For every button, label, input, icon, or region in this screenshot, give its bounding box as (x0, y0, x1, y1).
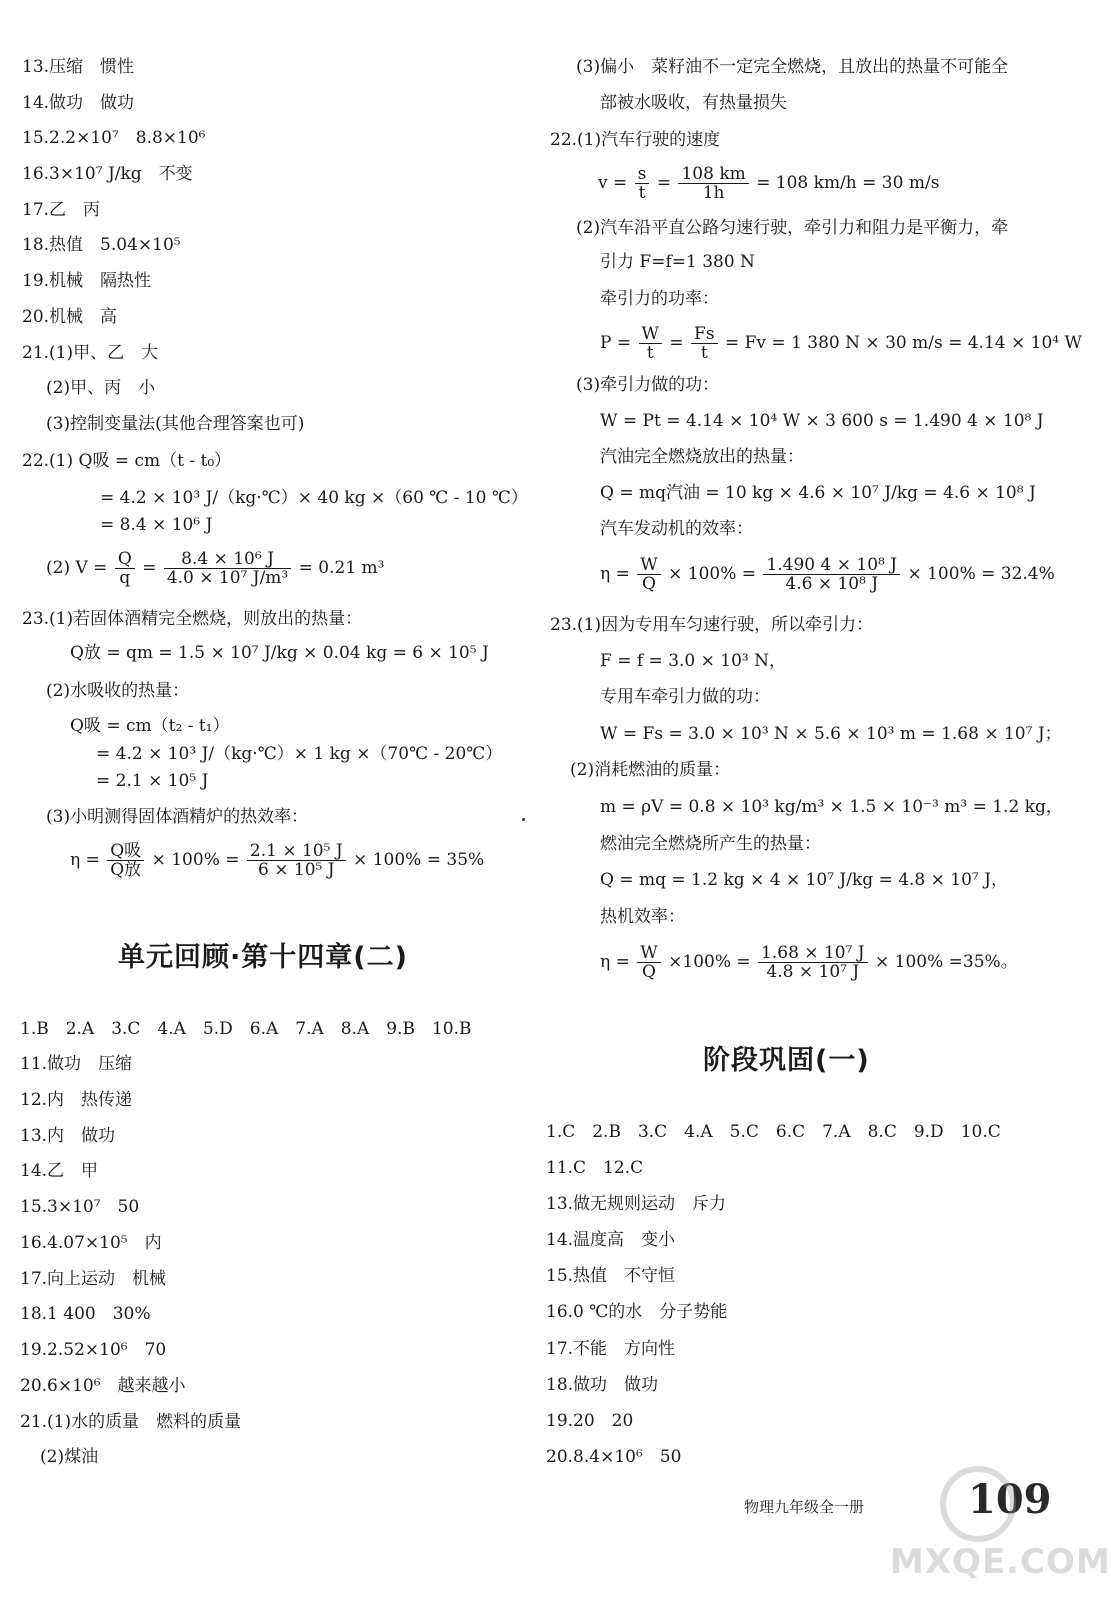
formula-prefix: η = (70, 850, 100, 870)
denominator: t (638, 183, 646, 203)
answer-line: (3)偏小 菜籽油不一定完全燃烧，且放出的热量不可能全 (576, 57, 1009, 77)
formula-suffix: × 100% = 35% (353, 850, 485, 870)
answer-line: 11.C 12.C (546, 1158, 644, 1178)
answer-line: (2)甲、丙 小 (46, 378, 156, 398)
answer-line: 19.机械 隔热性 (22, 271, 152, 291)
answer-line: 22.(1)汽车行驶的速度 (550, 130, 721, 150)
answer-line: 专用车牵引力做的功： (600, 687, 770, 707)
answer-line: (3)控制变量法(其他合理答案也可) (46, 414, 305, 434)
formula-line: F = f = 3.0 × 10³ N， (600, 651, 787, 671)
fraction-formula (600, 556, 1055, 593)
answer-line: 13.压缩 惯性 (22, 57, 135, 77)
formula-sign: ×100% = (668, 952, 751, 972)
answer-line: 17.向上运动 机械 (20, 1269, 167, 1289)
fraction (115, 550, 135, 587)
footer-book-title: 物理九年级全一册 (744, 1498, 865, 1516)
answer-line: 20.6×10⁶ 越来越小 (20, 1376, 186, 1396)
answer-line: 汽油完全燃烧放出的热量： (600, 447, 804, 467)
numerator: 1.490 4 × 10⁸ J (763, 556, 900, 575)
answer-line: (3)牵引力做的功： (576, 375, 720, 395)
answer-line: 15.3×10⁷ 50 (20, 1197, 140, 1217)
answer-line: 13.内 做功 (20, 1126, 116, 1146)
formula-line: W = Fs = 3.0 × 10³ N × 5.6 × 10³ m = 1.68 × 10⁷ J； (600, 724, 1062, 744)
answer-line: 17.乙 丙 (22, 200, 101, 220)
fraction (247, 842, 346, 879)
denominator: t (700, 343, 708, 363)
answer-line: 14.做功 做功 (22, 93, 135, 113)
page-number: 109 (968, 1476, 1052, 1523)
answer-line: 1.B 2.A 3.C 4.A 5.D 6.A 7.A 8.A 9.B 10.B (20, 1019, 472, 1039)
formula-suffix: × 100% =35%。 (875, 952, 1018, 972)
answer-line: 18.1 400 30% (20, 1304, 151, 1324)
answer-line: 16.4.07×10⁵ 内 (20, 1233, 162, 1253)
answer-line: 14.温度高 变小 (546, 1230, 676, 1250)
fraction (763, 556, 900, 593)
answer-line: 20.8.4×10⁶ 50 (546, 1447, 682, 1467)
denominator: 4.6 × 10⁸ J (785, 574, 879, 594)
formula-line: Q吸 = cm（t₂ - t₁） (70, 716, 230, 736)
formula-sign: = (656, 173, 672, 193)
fraction-formula (70, 842, 484, 879)
fraction (691, 325, 718, 362)
denominator: q (119, 568, 131, 588)
section-heading: 阶段巩固(一) (703, 1045, 870, 1076)
answer-line: 牵引力的功率： (600, 289, 719, 309)
answer-line: 热机效率： (600, 907, 685, 927)
answer-line: 汽车发动机的效率： (600, 519, 753, 539)
answer-line: 21.(1)水的质量 燃料的质量 (20, 1412, 242, 1432)
answer-line: (2)水吸收的热量： (46, 681, 190, 701)
answer-line: 16.3×10⁷ J/kg 不变 (22, 164, 193, 184)
formula-line: m = ρV = 0.8 × 10³ kg/m³ × 1.5 × 10⁻³ m³ = 1.2 kg， (600, 797, 1063, 817)
fraction (758, 944, 868, 981)
watermark-text: MXQE.COM (890, 1542, 1111, 1582)
numerator: 1.68 × 10⁷ J (758, 944, 868, 963)
numerator: W (639, 325, 662, 344)
fraction (637, 944, 660, 981)
answer-line: 11.做功 压缩 (20, 1054, 133, 1074)
numerator: W (637, 556, 660, 575)
fraction-formula (600, 944, 1018, 981)
fraction-formula (598, 165, 939, 202)
formula-line: Q放 = qm = 1.5 × 10⁷ J/kg × 0.04 kg = 6 × 10⁵ J (70, 643, 489, 663)
formula-line: 22.(1) Q吸 = cm（t - t₀） (22, 451, 232, 471)
fraction (639, 325, 662, 362)
answer-line: 燃油完全燃烧所产生的热量： (600, 834, 821, 854)
answer-line: (3)小明测得固体酒精炉的热效率： (46, 807, 309, 827)
denominator: Q (642, 574, 656, 594)
answer-line: 18.做功 做功 (546, 1375, 659, 1395)
denominator: 4.8 × 10⁷ J (766, 962, 860, 982)
denominator: Q (642, 962, 656, 982)
fraction-formula (46, 550, 385, 587)
answer-line: 19.2.52×10⁶ 70 (20, 1340, 167, 1360)
answer-line: 16.0 ℃的水 分子势能 (546, 1302, 728, 1322)
answer-line: 21.(1)甲、乙 大 (22, 343, 159, 363)
answer-line: 17.不能 方向性 (546, 1339, 676, 1359)
fraction (637, 556, 660, 593)
formula-suffix: × 100% = 32.4% (907, 564, 1055, 584)
formula-suffix: = 0.21 m³ (298, 558, 385, 578)
formula-prefix: (2) V = (46, 558, 108, 578)
formula-prefix: η = (600, 564, 630, 584)
answer-line: 部被水吸收，有热量损失 (600, 93, 787, 113)
answer-line: 23.(1)因为专用车匀速行驶，所以牵引力： (550, 615, 874, 635)
fraction-formula (600, 325, 1082, 362)
formula-line: Q = mq = 1.2 kg × 4 × 10⁷ J/kg = 4.8 × 10⁷ J， (600, 870, 1008, 890)
denominator: 1h (702, 183, 725, 203)
watermark-circle-icon (940, 1466, 1016, 1542)
numerator: s (635, 165, 650, 184)
fraction (164, 550, 291, 587)
denominator: Q放 (110, 860, 142, 880)
answer-line: 14.乙 甲 (20, 1161, 99, 1181)
formula-prefix: η = (600, 952, 630, 972)
answer-line: 15.热值 不守恒 (546, 1266, 676, 1286)
formula-line: = 2.1 × 10⁵ J (96, 771, 209, 791)
numerator: 8.4 × 10⁶ J (164, 550, 291, 569)
formula-line: W = Pt = 4.14 × 10⁴ W × 3 600 s = 1.490 4 × 10⁸ J (600, 411, 1044, 431)
formula-sign: × 100% = (151, 850, 240, 870)
answer-line: 19.20 20 (546, 1411, 634, 1431)
answer-line: 15.2.2×10⁷ 8.8×10⁶ (22, 128, 206, 148)
numerator: W (637, 944, 660, 963)
formula-prefix: v = (598, 173, 628, 193)
fraction (107, 842, 144, 879)
answer-line: 引力 F=f=1 380 N (600, 252, 755, 272)
print-speck (522, 818, 525, 821)
numerator: Fs (691, 325, 718, 344)
denominator: 4.0 × 10⁷ J/m³ (166, 568, 289, 588)
answer-line: 20.机械 高 (22, 307, 118, 327)
answer-line: (2)煤油 (40, 1447, 99, 1467)
denominator: t (646, 343, 654, 363)
numerator: 2.1 × 10⁵ J (247, 842, 346, 861)
answer-line: 1.C 2.B 3.C 4.A 5.C 6.C 7.A 8.C 9.D 10.C (546, 1122, 1001, 1142)
watermark-logo (890, 1462, 1111, 1582)
formula-sign: = (142, 558, 157, 578)
formula-suffix: = 108 km/h = 30 m/s (756, 173, 940, 193)
answer-line: 18.热值 5.04×10⁵ (22, 235, 181, 255)
formula-prefix: P = (600, 333, 632, 353)
fraction (635, 165, 650, 202)
answer-line: 13.做无规则运动 斥力 (546, 1194, 727, 1214)
numerator: Q吸 (107, 842, 144, 861)
numerator: 108 km (678, 165, 748, 184)
denominator: 6 × 10⁵ J (258, 860, 335, 880)
formula-line: = 8.4 × 10⁶ J (100, 515, 213, 535)
formula-line: Q = mq汽油 = 10 kg × 4.6 × 10⁷ J/kg = 4.6 × 10⁸ J (600, 483, 1036, 503)
formula-sign: × 100% = (668, 564, 757, 584)
numerator: Q (115, 550, 135, 569)
formula-line: = 4.2 × 10³ J/（kg·℃）× 40 kg ×（60 ℃ - 10 ℃） (100, 488, 528, 508)
formula-suffix: = Fv = 1 380 N × 30 m/s = 4.14 × 10⁴ W (724, 333, 1082, 353)
answer-line: 12.内 热传递 (20, 1090, 133, 1110)
answer-line: (2)汽车沿平直公路匀速行驶，牵引力和阻力是平衡力，牵 (576, 218, 1009, 238)
answer-line: 23.(1)若固体酒精完全燃烧，则放出的热量： (22, 609, 363, 629)
answer-line: (2)消耗燃油的质量： (570, 760, 731, 780)
section-heading: 单元回顾·第十四章(二) (118, 942, 408, 973)
formula-line: = 4.2 × 10³ J/（kg·℃）× 1 kg ×（70℃ - 20℃） (96, 744, 503, 764)
fraction (678, 165, 748, 202)
formula-sign: = (669, 333, 684, 353)
